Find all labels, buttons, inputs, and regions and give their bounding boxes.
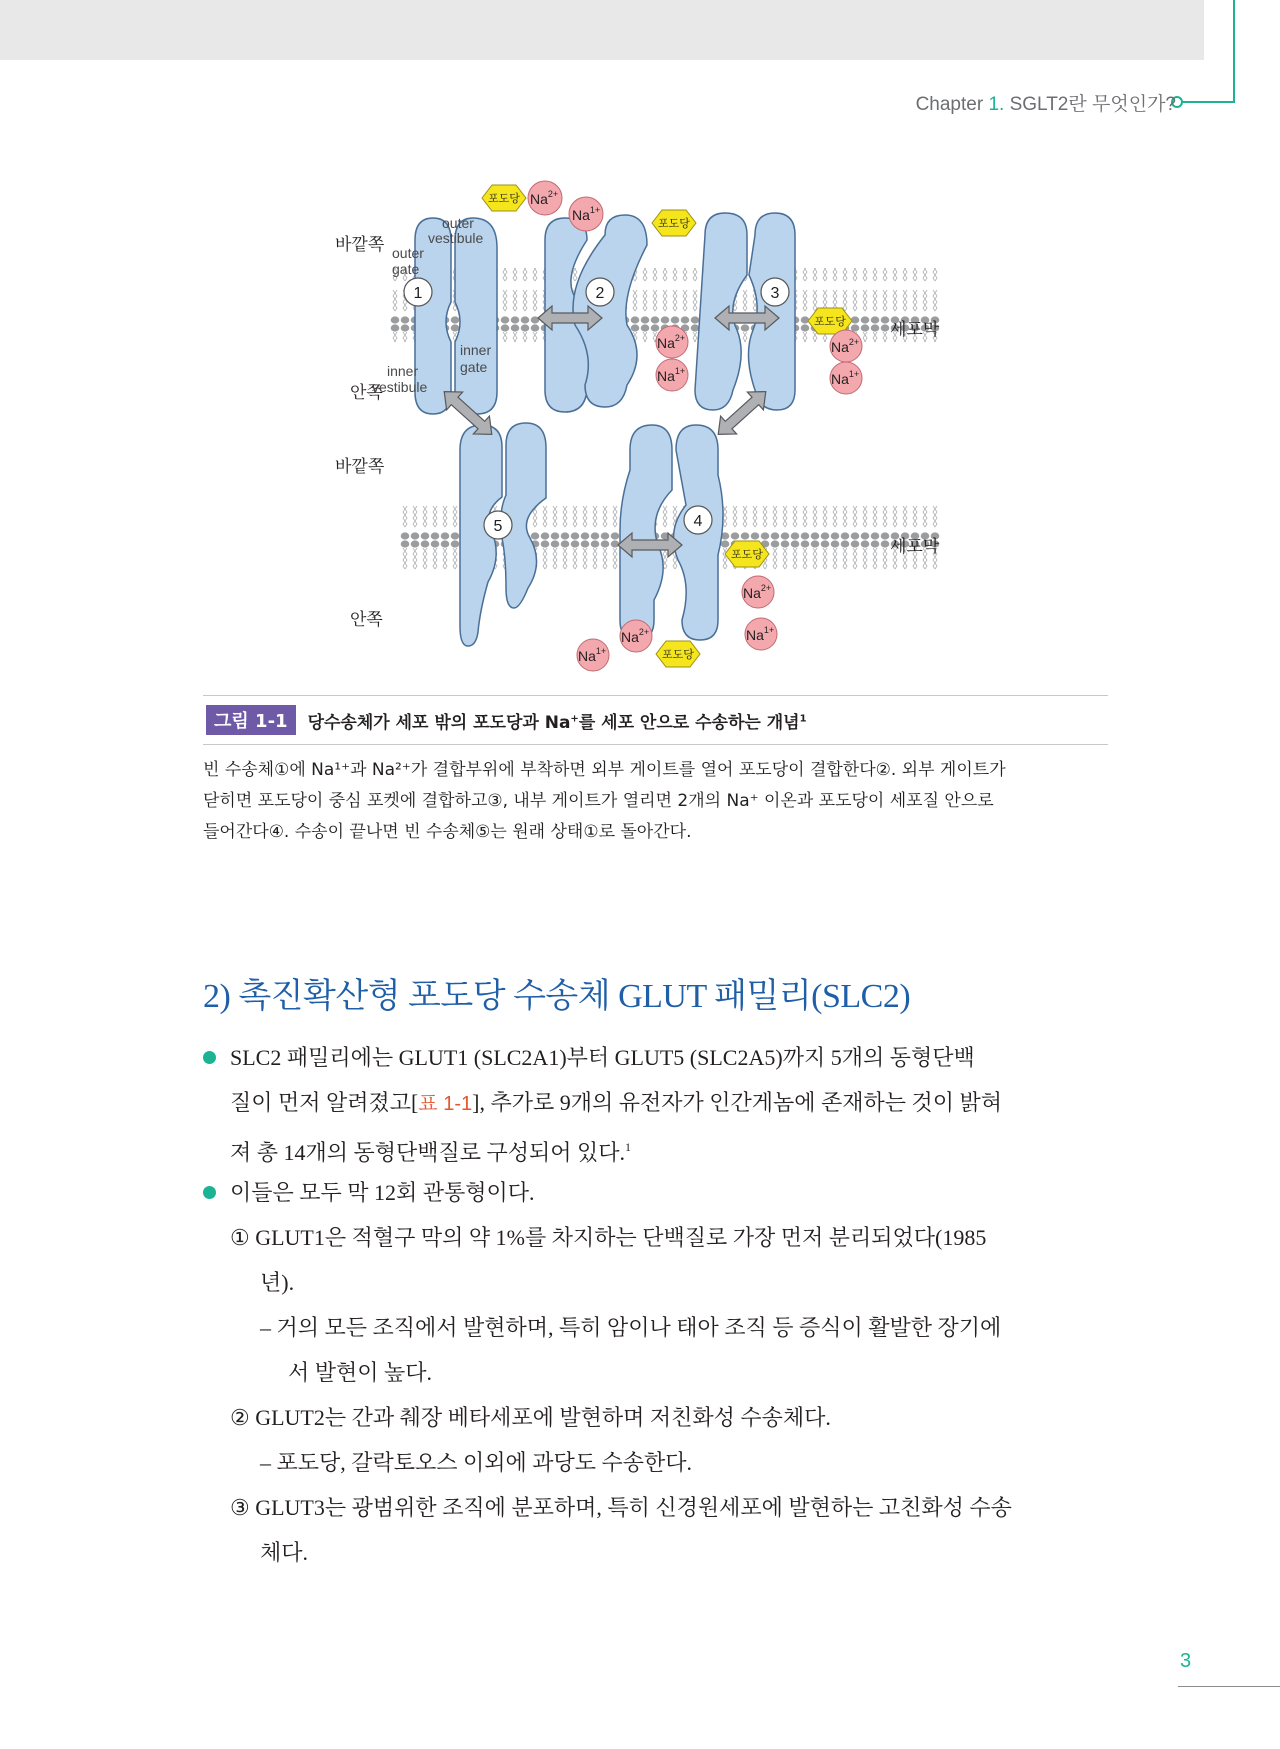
- label-outer-gate-2: gate: [392, 261, 420, 277]
- label-outer-gate-1: outer: [392, 245, 424, 261]
- glucose-label: 포도당: [814, 316, 846, 328]
- header-bar: [0, 0, 1204, 60]
- sodium-ion-label: $Na^{2+}$: [831, 337, 860, 355]
- sub-item-continuation: 년).: [260, 1270, 295, 1295]
- figure-caption: [203, 695, 1108, 745]
- glucose-label: 포도당: [658, 218, 690, 230]
- list-item-continuation: 져 총 14개의 동형단백질로 구성되어 있다.$^1$: [230, 1140, 632, 1165]
- step-number-5: 5: [493, 518, 503, 535]
- description-line: 빈 수송체①에 Na¹⁺과 Na²⁺가 결합부위에 부착하면 외부 게이트를 열어 포도당이 결합한다②. 외부 게이트가: [203, 760, 1006, 780]
- step-number-1: 1: [413, 285, 423, 302]
- label-outside-top: 바깥쪽: [335, 235, 385, 254]
- list-item: SLC2 패밀리에는 GLUT1 (SLC2A1)부터 GLUT5 (SLC2A5)까지 5개의 동형단백: [203, 1035, 1108, 1080]
- label-outer-vestibule-2: vestibule: [428, 230, 484, 246]
- header-deco-line: [1177, 101, 1235, 103]
- page-number-rule: [1178, 1686, 1280, 1687]
- sodium-ion-label: $Na^{2+}$: [743, 583, 772, 601]
- description-line: 들어간다④. 수송이 끝나면 빈 수송체⑤는 원래 상태①로 돌아간다.: [203, 822, 692, 842]
- sodium-ion-label: $Na^{1+}$: [831, 369, 860, 387]
- label-inner-vestibule-1: inner: [387, 363, 419, 379]
- label-membrane-bottom: 세포막: [890, 537, 940, 556]
- sodium-ion-label: $Na^{1+}$: [578, 646, 607, 664]
- sodium-ion-label: $Na^{1+}$: [746, 625, 775, 643]
- description-line: 닫히면 포도당이 중심 포켓에 결합하고③, 내부 게이트가 열리면 2개의 Na⁺ 이온과 포도당이 세포질 안으로: [203, 791, 994, 811]
- label-inner-gate-2: gate: [460, 359, 488, 375]
- label-inside-bottom: 안쪽: [350, 610, 383, 629]
- footnote-ref: 1: [625, 1140, 632, 1154]
- sodium-ion-label: $Na^{2+}$: [657, 333, 686, 351]
- header-deco-line: [1233, 0, 1235, 103]
- label-inner-gate-1: inner: [460, 342, 492, 358]
- glucose-label: 포도당: [731, 549, 763, 561]
- sodium-ion-label: $Na^{2+}$: [530, 189, 559, 207]
- step-number-2: 2: [595, 285, 605, 302]
- label-inner-vestibule-2: vestibule: [372, 379, 428, 395]
- list-item: 이들은 모두 막 12회 관통형이다.: [203, 1170, 1108, 1215]
- step-number-3: 3: [770, 285, 780, 302]
- sub-item: ③ GLUT3는 광범위한 조직에 분포하며, 특히 신경원세포에 발현하는 고친화성 수송: [230, 1495, 1012, 1520]
- sodium-ion-label: $Na^{1+}$: [657, 366, 686, 384]
- transporter-1-right: [455, 218, 497, 414]
- section-body: [203, 1035, 1108, 1575]
- label-outside-bottom: 바깥쪽: [335, 457, 385, 476]
- sub-sub-item: – 포도당, 갈락토오스 이외에 과당도 수송한다.: [260, 1450, 693, 1475]
- bullet-dot: [203, 1186, 216, 1199]
- sub-item-continuation: 체다.: [260, 1540, 309, 1565]
- page-number: 3: [1180, 1650, 1192, 1672]
- label-outer-vestibule-1: outer: [442, 215, 474, 231]
- glucose-label: 포도당: [662, 649, 694, 661]
- sub-item: ① GLUT1은 적혈구 막의 약 1%를 차지하는 단백질로 가장 먼저 분리되었다(1985: [230, 1225, 987, 1250]
- sub-item: ② GLUT2는 간과 췌장 베타세포에 발현하며 저친화성 수송체다.: [230, 1405, 831, 1430]
- glucose-label: 포도당: [488, 193, 520, 205]
- chapter-title: SGLT2란 무엇인가?: [1009, 94, 1176, 115]
- section-title: 2) 촉진확산형 포도당 수송체 GLUT 패밀리(SLC2): [203, 978, 911, 1015]
- figure-caption-label: 그림 1-1: [206, 705, 296, 735]
- label-inside-top: 안쪽: [350, 383, 383, 402]
- chapter-number: 1.: [988, 94, 1005, 115]
- bullet-dot: [203, 1051, 216, 1064]
- sodium-ion-label: $Na^{1+}$: [572, 205, 601, 223]
- figure-description: [203, 755, 1108, 848]
- label-membrane-top: 세포막: [890, 320, 940, 339]
- figure-caption-text: 당수송체가 세포 밖의 포도당과 Na+를 세포 안으로 수송하는 개념$^1$: [307, 712, 807, 733]
- transporter-figure: [300, 180, 980, 680]
- step-number-4: 4: [693, 513, 703, 530]
- sub-sub-item-continuation: 서 발현이 높다.: [288, 1360, 433, 1385]
- sub-sub-item: – 거의 모든 조직에서 발현하며, 특히 암이나 태아 조직 등 증식이 활발한 장기에: [260, 1315, 1002, 1340]
- chapter-word: Chapter: [915, 94, 984, 115]
- table-reference-link[interactable]: 표 1-1: [418, 1093, 473, 1115]
- list-item-continuation: 질이 먼저 알려졌고[표 1-1], 추가로 9개의 유전자가 인간게놈에 존재하는 것이 밝혀: [230, 1090, 1003, 1115]
- chapter-header: [916, 89, 1176, 116]
- sodium-ion-label: $Na^{2+}$: [621, 627, 650, 645]
